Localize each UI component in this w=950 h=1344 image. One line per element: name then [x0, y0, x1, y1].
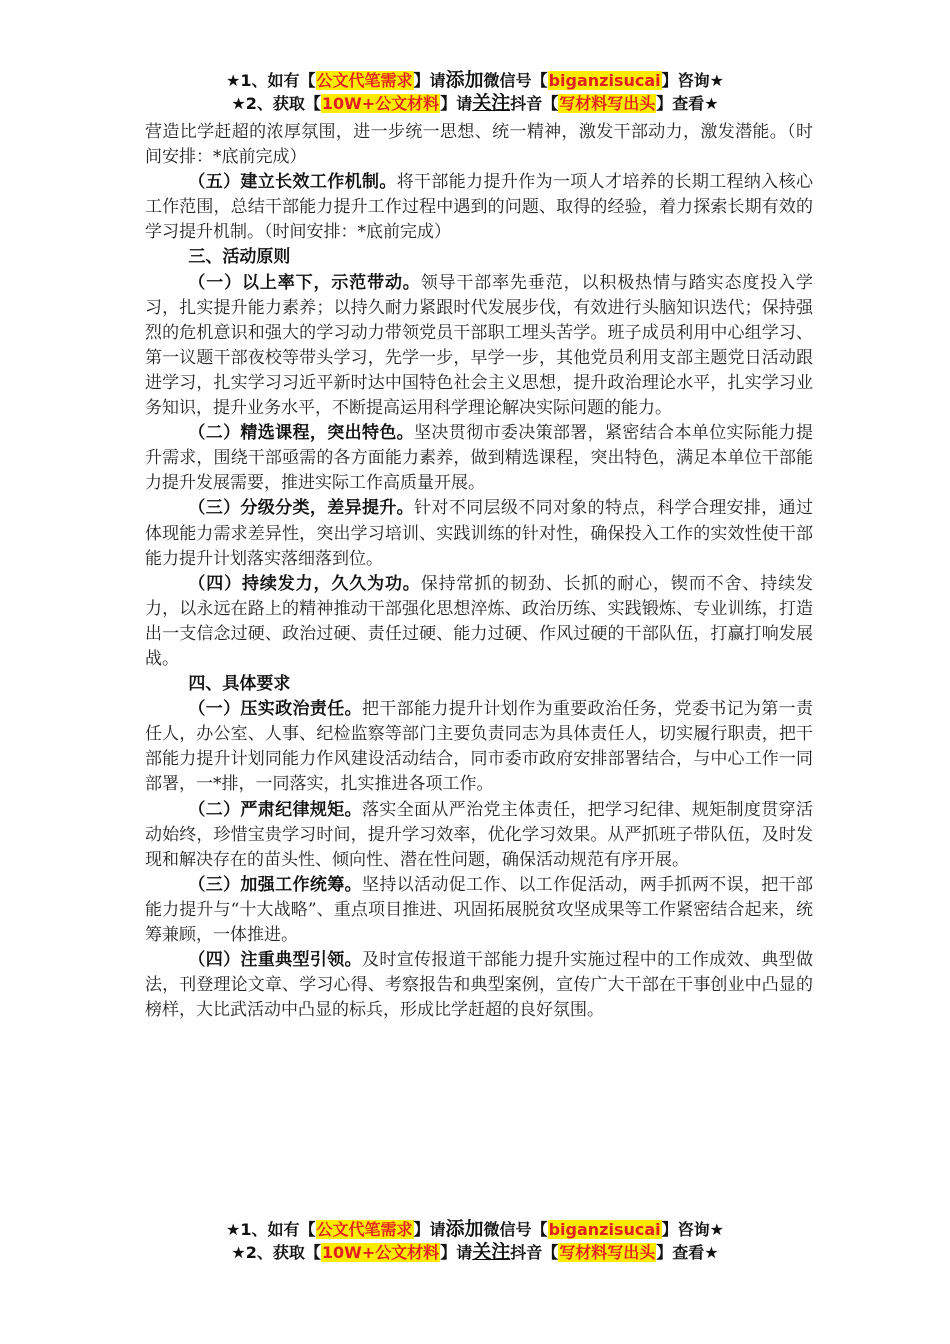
highlight-materials: 10W+公文材料 — [321, 94, 440, 113]
paragraph-lead: （四）持续发力，久久为功。 — [188, 573, 421, 594]
paragraph: （三）加强工作统筹。坚持以活动促工作、以工作促活动，两手抓两不误，把干部能力提升与“十大战略”、重点项目推进、巩固拓展脱贫攻坚成果等工作紧密结合起来，统筹兼顾，一体推进。 — [145, 874, 814, 945]
highlight-service: 公文代笔需求 — [316, 1220, 413, 1239]
paragraph: 营造比学赶超的浓厚氛围，进一步统一思想、统一精神，激发干部动力，激发潜能。（时间安排：*底前完成） — [145, 122, 813, 168]
promo-line-1: ★1、如有【公文代笔需求】请添加微信号【biganzisucai】咨询★ — [226, 1218, 724, 1240]
paragraph-lead: （三）分级分类，差异提升。 — [188, 498, 415, 519]
paragraph-lead: （二）严肃纪律规矩。 — [188, 799, 362, 820]
highlight-wechat-id: biganzisucai — [548, 1220, 661, 1239]
promo-line-1: ★1、如有【公文代笔需求】请添加微信号【biganzisucai】咨询★ — [226, 69, 724, 91]
section-heading: 三、活动原则 — [188, 247, 291, 268]
promo-line-2: ★2、获取【10W+公文材料】请关注抖音【写材料写出头】查看★ — [231, 1241, 719, 1263]
paragraph-lead: （四）注重典型引领。 — [188, 950, 362, 971]
paragraph-lead: （二）精选课程，突出特色。 — [188, 423, 415, 444]
paragraph: （一）压实政治责任。把干部能力提升计划作为重要政治任务，党委书记为第一责任人，办公室、人事、纪检监察等部门主要负责同志为具体责任人，切实履行职责，把干部能力提升计划同能力作风建设活动结合，同市委市政府安排部署结合，与中心工作一同部署，一*排，一同落实，扎实推进各项工作。 — [145, 699, 814, 795]
paragraph: （一）以上率下，示范带动。领导干部率先垂范，以积极热情与踏实态度投入学习，扎实提升能力素养；以持久耐力紧跟时代发展步伐，有效进行头脑知识迭代；保持强烈的危机意识和强大的学习动力带领党员干部职工埋头苦学。班子成员利用中心组学习、第一议题干部夜校等带头学习，先学一步，早学一步，其他党员利用支部主题党日活动跟进学习，扎实学习习近平新时达中国特色社会主义思想，提升政治理论水平，扎实学习业务知识，提升业务水平，不断提高运用科学理论解决实际问题的能力。 — [145, 272, 814, 419]
document-body — [145, 120, 813, 1023]
highlight-douyin-account: 写材料写出头 — [559, 1243, 656, 1262]
paragraph-lead: （一）以上率下，示范带动。 — [188, 272, 421, 293]
paragraph: （三）分级分类，差异提升。针对不同层级不同对象的特点，科学合理安排，通过体现能力需求差异性，突出学习培训、实践训练的针对性，确保投入工作的实效性使干部能力提升计划落实落细落到位。 — [145, 498, 814, 569]
paragraph: （五）建立长效工作机制。将干部能力提升作为一项人才培养的长期工程纳入核心工作范围，总结干部能力提升工作过程中遇到的问题、取得的经验，着力探索长期有效的学习提升机制。（时间安排：*底前完成） — [145, 172, 814, 243]
footer-promo-banner — [0, 1218, 950, 1264]
paragraph: （四）注重典型引领。及时宣传报道干部能力提升实施过程中的工作成效、典型做法，刊登理论文章、学习心得、考察报告和典型案例，宣传广大干部在干事创业中凸显的榜样，大比武活动中凸显的标兵，形成比学赶超的良好氛围。 — [145, 950, 814, 1021]
paragraph-lead: （三）加强工作统筹。 — [188, 874, 362, 895]
paragraph: （四）持续发力，久久为功。保持常抓的韧劲、长抓的耐心，锲而不舍、持续发力，以永远在路上的精神推动干部强化思想淬炼、政治历练、实践锻炼、专业训练，打造出一支信念过硬、政治过硬、责任过硬、能力过硬、作风过硬的干部队伍，打赢打响发展战。 — [145, 573, 814, 669]
paragraph-lead: （一）压实政治责任。 — [188, 699, 362, 720]
paragraph-lead: （五）建立长效工作机制。 — [188, 172, 397, 193]
promo-line-2: ★2、获取【10W+公文材料】请关注抖音【写材料写出头】查看★ — [231, 92, 719, 114]
highlight-wechat-id: biganzisucai — [548, 71, 661, 90]
paragraph: （二）严肃纪律规矩。落实全面从严治党主体责任，把学习纪律、规矩制度贯穿活动始终，珍惜宝贵学习时间，提升学习效率，优化学习效果。从严抓班子带队伍，及时发现和解决存在的苗头性、倾向性、潜在性问题，确保活动规范有序开展。 — [145, 799, 814, 870]
header-promo-banner — [0, 69, 950, 115]
paragraph: （二）精选课程，突出特色。坚决贯彻市委决策部署，紧密结合本单位实际能力提升需求，围绕干部亟需的各方面能力素养，做到精选课程，突出特色，满足本单位干部能力提升发展需要，推进实际工作高质量开展。 — [145, 423, 814, 494]
highlight-service: 公文代笔需求 — [316, 71, 413, 90]
highlight-douyin-account: 写材料写出头 — [559, 94, 656, 113]
section-heading: 四、具体要求 — [188, 674, 291, 695]
highlight-materials: 10W+公文材料 — [321, 1243, 440, 1262]
